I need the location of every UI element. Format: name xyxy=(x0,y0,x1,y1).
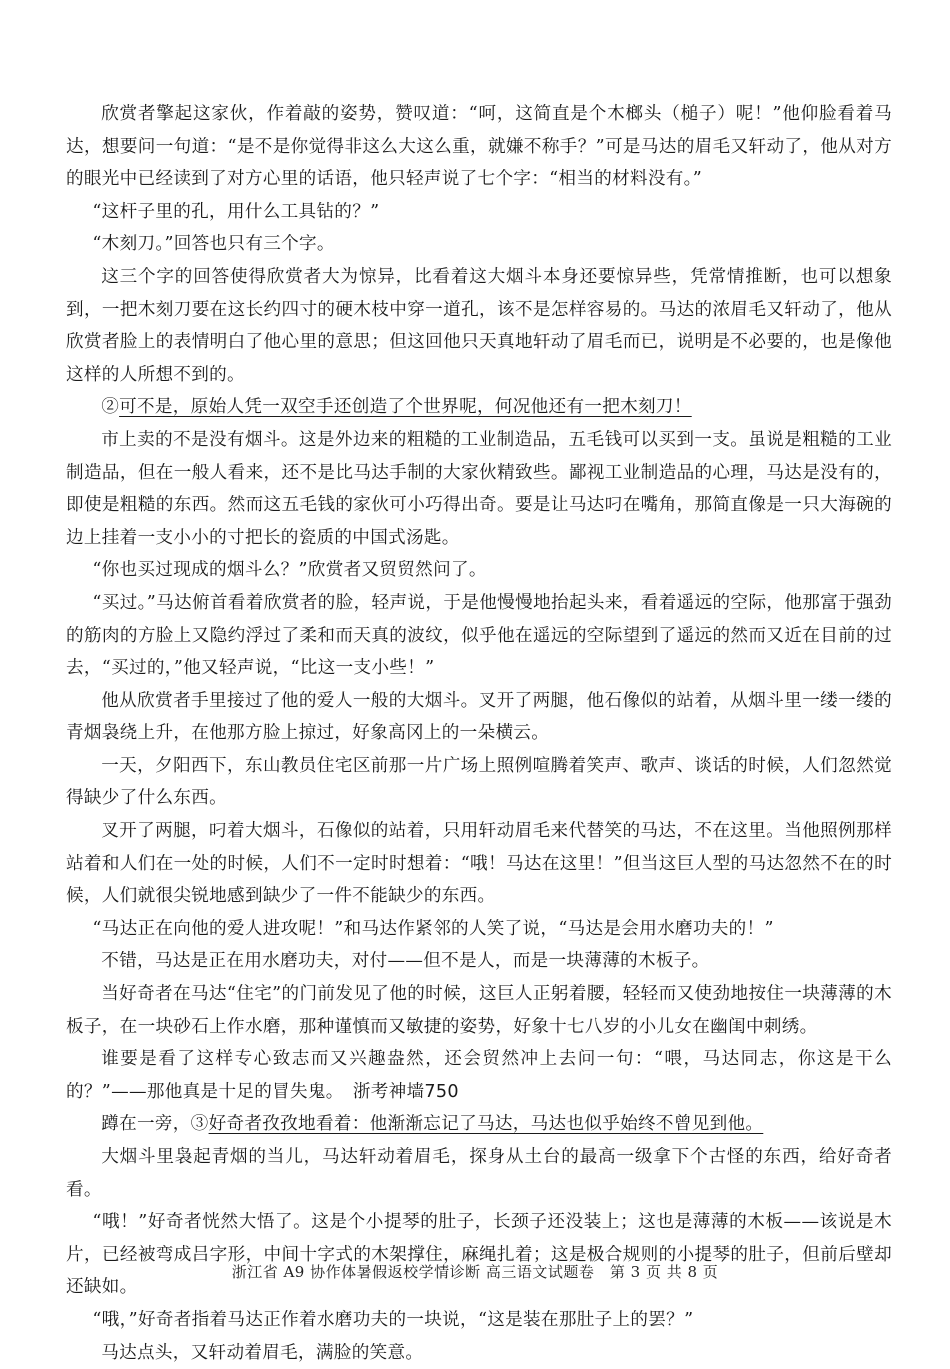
paragraph-16-lead: 蹲在一旁， xyxy=(101,1114,191,1135)
paragraph-18: “哦！”好奇者恍然大悟了。这是个小提琴的肚子，长颈子还没装上；这也是薄薄的木板——该说是木片，已经被弯成吕字形，中间十字式的木架撑住，麻绳扎着；这是极合规则的小提琴的肚子，但前后壁却还缺如。 xyxy=(66,1212,892,1298)
paragraph-12: “马达正在向他的爱人进攻呢！”和马达作紧邻的人笑了说，“马达是会用水磨功夫的！” xyxy=(92,918,774,939)
paragraph-7: “你也买过现成的烟斗么？”欣赏者又贸贸然问了。 xyxy=(92,560,487,581)
paragraph-2: “这杆子里的孔，用什么工具钻的？” xyxy=(92,201,380,222)
paragraph-4: 这三个字的回答使得欣赏者大为惊异，比看着这大烟斗本身还要惊异些，凭常情推断，也可以想象到，一把木刻刀要在这长约四寸的硬木枝中穿一道孔，该不是怎样容易的。马达的浓眉毛又轩动了，他从欣赏者脸上的表情明白了他心里的意思；但这回他只天真地轩动了眉毛而已，说明是不必要的，也是像他这样的人所想不到的。 xyxy=(66,266,892,385)
paragraph-6: 市上卖的不是没有烟斗。这是外边来的粗糙的工业制造品，五毛钱可以买到一支。虽说是粗糙的工业制造品，但在一般人看来，还不是比马达手制的大家伙精致些。鄙视工业制造品的心理，马达是没有的，即使是粗糙的东西。然而这五毛钱的家伙可小巧得出奇。要是让马达叼在嘴角，那简直像是一只大海碗的边上挂着一支小小的寸把长的瓷质的中国式汤匙。 xyxy=(66,429,892,548)
paragraph-15 xyxy=(66,1043,892,1108)
paragraph-3: “木刻刀。”回答也只有三个字。 xyxy=(92,234,335,255)
paragraph-20: 马达点头，又轩动着眉毛，满脸的笑意。 xyxy=(101,1342,424,1363)
paragraph-1: 欣赏者擎起这家伙，作着敲的姿势，赞叹道：“呵，这简直是个木榔头（槌子）呢！”他仰脸看着马达，想要问一句道：“是不是你觉得非这么大这么重，就嫌不称手？”可是马达的眉毛又轩动了，他从对方的眼光中已经读到了对方心里的话语，他只轻声说了七个字：“相当的材料没有。” xyxy=(66,104,892,190)
paragraph-13: 不错，马达是正在用水磨功夫，对付——但不是人，而是一块薄薄的木板子。 xyxy=(101,951,710,972)
paragraph-8: “买过。”马达俯首看着欣赏者的脸，轻声说，于是他慢慢地抬起头来，看着遥远的空际，他那富于强劲的筋肉的方脸上又隐约浮过了柔和而天真的波纹，似乎他在遥远的空际望到了遥远的然而又近在目前的过去，“买过的，”他又轻声说，“比这一支小些！” xyxy=(66,592,892,679)
page-footer: 浙江省 A9 协作体暑假返校学情诊断 高三语文试题卷 第 3 页 共 8 页 xyxy=(231,1263,719,1281)
passage-body xyxy=(66,98,892,1369)
watermark-text: 浙考神墙750 xyxy=(352,1081,459,1102)
paragraph-10: 一天，夕阳西下，东山教员住宅区前那一片广场上照例喧腾着笑声、歌声、谈话的时候，人们忽然觉得缺少了什么东西。 xyxy=(66,755,892,809)
paragraph-16 xyxy=(66,1108,892,1141)
question-marker-3: ③ xyxy=(190,1114,209,1135)
underlined-sentence-3: 好奇者孜孜地看着：他渐渐忘记了马达，马达也似乎始终不曾见到他。 xyxy=(208,1114,764,1135)
paragraph-11: 叉开了两腿，叼着大烟斗，石像似的站着，只用轩动眉毛来代替笑的马达，不在这里。当他照例那样站着和人们在一处的时候，人们不一定时时想着：“哦！马达在这里！”但当这巨人型的马达忽然不在的时候，人们就很尖锐地感到缺少了一件不能缺少的东西。 xyxy=(66,821,892,907)
paragraph-19: “哦，”好奇者指着马达正作着水磨功夫的一块说，“这是装在那肚子上的罢？” xyxy=(92,1309,694,1330)
paragraph-14: 当好奇者在马达“住宅”的门前发见了他的时候，这巨人正躬着腰，轻轻而又使劲地按住一块薄薄的木板子，在一块砂石上作水磨，那种谨慎而又敏捷的姿势，好象十七八岁的小儿女在幽闺中刺绣。 xyxy=(66,984,892,1037)
paragraph-9: 他从欣赏者手里接过了他的爱人一般的大烟斗。叉开了两腿，他石像似的站着，从烟斗里一缕一缕的青烟袅绕上升，在他那方脸上掠过，好象高冈上的一朵横云。 xyxy=(66,690,892,744)
paragraph-15-text: 谁要是看了这样专心致志而又兴趣盎然，还会贸然冲上去问一句：“喂，马达同志，你这是干么的？”——那他真是十足的冒失鬼。 xyxy=(66,1049,892,1102)
paragraph-5 xyxy=(66,391,892,424)
underlined-sentence-2: 可不是，原始人凭一双空手还创造了个世界呢，何况他还有一把木刻刀！ xyxy=(119,397,692,418)
paragraph-17: 大烟斗里袅起青烟的当儿，马达轩动着眉毛，探身从土台的最高一级拿下个古怪的东西，给好奇者看。 xyxy=(66,1147,892,1200)
question-marker-2: ② xyxy=(101,397,120,418)
